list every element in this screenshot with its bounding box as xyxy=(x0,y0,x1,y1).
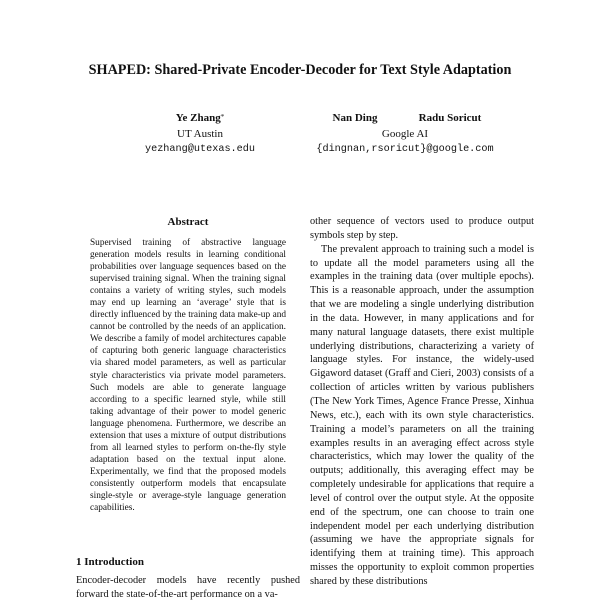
author-block-ye-zhang xyxy=(120,110,280,158)
shared-affiliation-block xyxy=(290,126,520,158)
author-email: {dingnan,rsoricut}@google.com xyxy=(316,144,494,155)
paragraph: The prevalent approach to training such a model is to update all the model parameters using all the examples in the training data (over multiple epochs). This is a reasonable approach, under the assumption that we are modeling a single underlying distribution in the data. However, in many applications and for many natural language datasets, there exist multiple underlying distributions, characterizing a variety of language styles. For instance, the widely-used Gigaword dataset (Graff and Cieri, 2003) consists of a collection of articles written by various publishers (The New York Times, Agence France Presse, Xinhua News, etc.), each with its own style characteristics. Training a model’s parameters on all the training examples results in an averaging effect across style characteristics, which may lower the quality of the outputs; additionally, this averaging effect may be completely undesirable for applications that require a level of control over the output style. At the opposite end of the spectrum, one can choose to train one independent model per each underlying distribution (assuming we have the appropriate signals for identifying them at training time). This approach misses the opportunity to exploit common properties shared by these distributions xyxy=(310,243,534,587)
abstract-body: Supervised training of abstractive language generation models results in learning conditional probabilities over language sequences based on the supervised training signal. When the training signal contains a variety of writing styles, such models may end up learning an ‘average’ style that is directly influenced by the training data make-up and cannot be controlled by the needs of an application. We describe a family of model architectures capable of capturing both generic language characteristics via shared model parameters, as well as particular style characteristics via private model parameters. Such models are able to generate language according to a specific learned style, while still taking advantage of their power to model generic language phenomena. Furthermore, we describe an extension that uses a mixture of output distributions from all learned styles to perform on-the-fly style adaptation based on the textual input alone. Experimentally, we find that the proposed models consistently outperform models that encapsulate single-style or average-style language generation capabilities. xyxy=(90,238,286,514)
abstract-heading: Abstract xyxy=(167,216,209,228)
right-column-body xyxy=(310,215,534,589)
author-affiliation: UT Austin xyxy=(177,128,223,140)
section-heading-introduction: 1 Introduction xyxy=(76,556,144,568)
paper-title: SHAPED: Shared-Private Encoder-Decoder for Text Style Adaptation xyxy=(88,62,512,78)
introduction-body: Encoder-decoder models have recently pushed forward the state-of-the-art performance on a va- xyxy=(76,575,300,600)
author-name: Ye Zhang xyxy=(175,112,221,124)
paragraph: other sequence of vectors used to produce output symbols step by step. xyxy=(310,216,534,241)
author-email: yezhang@utexas.edu xyxy=(144,144,256,155)
author-affiliation: Google AI xyxy=(381,128,429,140)
author-block-radu-soricut xyxy=(400,110,500,126)
author-name: Radu Soricut xyxy=(418,112,482,124)
author-block-nan-ding xyxy=(300,110,410,126)
author-name: Nan Ding xyxy=(332,112,378,124)
author-footnote-mark: * xyxy=(220,113,225,121)
